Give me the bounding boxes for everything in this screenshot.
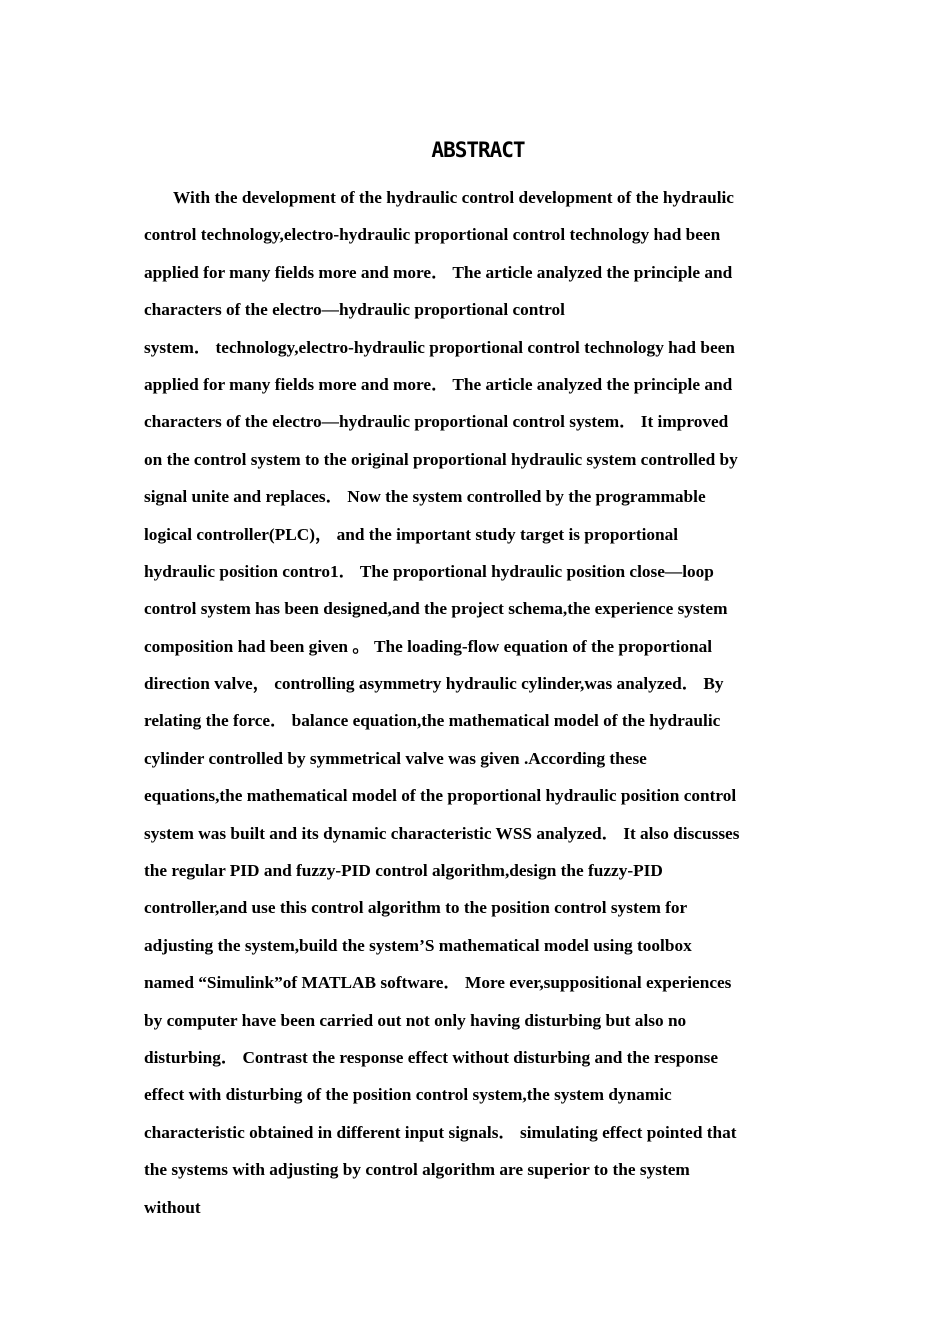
abstract-line: direction valve， controlling asymmetry hydraulic cylinder,was analyzed． By bbox=[144, 674, 724, 694]
abstract-line: disturbing． Contrast the response effect without disturbing and the response bbox=[144, 1047, 719, 1067]
abstract-line: the regular PID and fuzzy-PID control algorithm,design the fuzzy-PID bbox=[144, 861, 663, 881]
abstract-line: effect with disturbing of the position control system,the system dynamic bbox=[144, 1085, 672, 1105]
abstract-line: applied for many fields more and more． The article analyzed the principle and bbox=[144, 262, 733, 282]
abstract-line: controller,and use this control algorithm to the position control system for bbox=[144, 898, 688, 918]
abstract-line: without bbox=[144, 1197, 201, 1217]
abstract-line: characteristic obtained in different input signals． simulating effect pointed that bbox=[144, 1122, 737, 1142]
abstract-line: system． technology,electro-hydraulic proportional control technology had been bbox=[144, 337, 735, 357]
abstract-body bbox=[144, 184, 834, 1231]
abstract-line: applied for many fields more and more． The article analyzed the principle and bbox=[144, 374, 733, 394]
abstract-line: control system has been designed,and the project schema,the experience system bbox=[144, 599, 728, 619]
abstract-line: the systems with adjusting by control algorithm are superior to the system bbox=[144, 1160, 690, 1180]
abstract-line: characters of the electro—hydraulic proportional control system． It improved bbox=[144, 412, 729, 432]
abstract-line: by computer have been carried out not only having disturbing but also no bbox=[144, 1010, 687, 1030]
abstract-line: composition had been given 。 The loading-flow equation of the proportional bbox=[144, 636, 713, 656]
abstract-title: ABSTRACT bbox=[431, 138, 525, 162]
abstract-line: named “Simulink”of MATLAB software． More ever,suppositional experiences bbox=[144, 973, 732, 993]
abstract-line: With the development of the hydraulic control development of the hydraulic bbox=[173, 188, 734, 207]
abstract-line: adjusting the system,build the system’S mathematical model using toolbox bbox=[144, 935, 692, 955]
abstract-line: relating the force． balance equation,the mathematical model of the hydraulic bbox=[144, 711, 721, 731]
abstract-line: system was built and its dynamic characteristic WSS analyzed． It also discusses bbox=[144, 823, 740, 843]
abstract-line: equations,the mathematical model of the proportional hydraulic position control bbox=[144, 786, 737, 806]
abstract-line: cylinder controlled by symmetrical valve was given .According these bbox=[144, 748, 647, 768]
abstract-line: signal unite and replaces． Now the system controlled by the programmable bbox=[144, 487, 706, 507]
abstract-line: characters of the electro—hydraulic proportional control bbox=[144, 300, 565, 320]
abstract-line: control technology,electro-hydraulic proportional control technology had been bbox=[144, 225, 721, 245]
abstract-line: hydraulic position contro1． The proportional hydraulic position close—loop bbox=[144, 561, 714, 581]
abstract-line: logical controller(PLC)， and the important study target is proportional bbox=[144, 524, 679, 544]
abstract-line: on the control system to the original proportional hydraulic system controlled by bbox=[144, 449, 738, 469]
